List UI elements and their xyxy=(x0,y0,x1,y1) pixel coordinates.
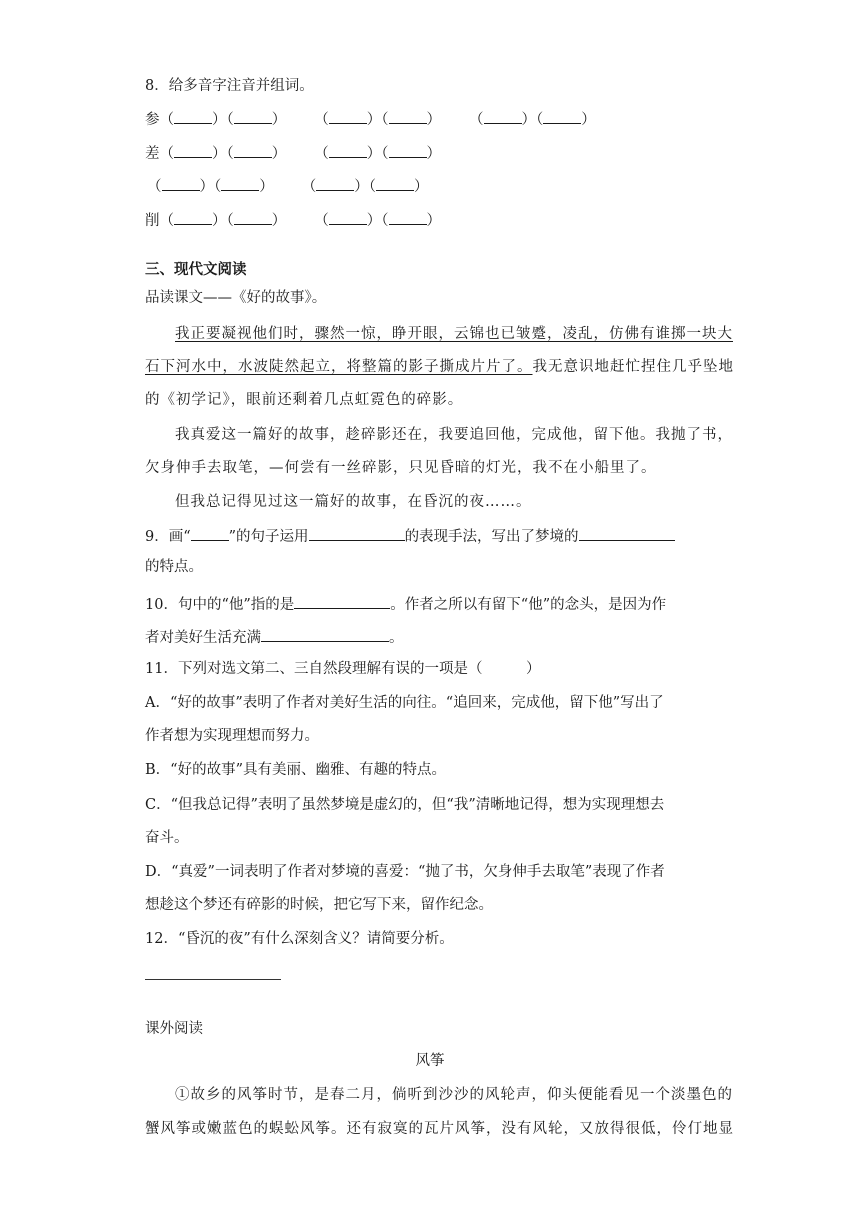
option-c[interactable]: C．“但我总记得”表明了虽然梦境是虚幻的，但“我”清晰地记得，想为实现理想去 xyxy=(145,797,665,813)
option-a-cont: 作者想为实现理想而努力。 xyxy=(145,728,319,744)
word-blank[interactable] xyxy=(221,174,259,191)
passage-line: 的《初学记》，眼前还剩着几点虹霓色的碎影。 xyxy=(145,392,464,408)
underlined-sentence: 我正要凝视他们时，骤然一惊，睁开眼，云锦也已皱蹙，凌乱，仿佛有谁掷一块大 xyxy=(175,326,733,342)
word-blank[interactable] xyxy=(234,107,272,124)
word-blank[interactable] xyxy=(389,107,427,124)
pinyin-blank[interactable] xyxy=(329,107,367,124)
passage-line: 欠身伸手去取笔，—何尝有一丝碎影，只见昏暗的灯光，我不在小船里了。 xyxy=(145,460,657,476)
q8-row-can: 参（ ）（ ） （ ）（ ） （ ）（ ） xyxy=(145,107,596,130)
option-c-cont: 奋斗。 xyxy=(145,830,189,846)
pinyin-blank[interactable] xyxy=(484,107,522,124)
answer-blank[interactable] xyxy=(309,524,405,541)
answer-blank[interactable] xyxy=(191,524,229,541)
option-b[interactable]: B．“好的故事”具有美丽、幽雅、有趣的特点。 xyxy=(145,762,446,778)
option-a[interactable]: A．“好的故事”表明了作者对美好生活的向往。“追回来，完成他，留下他”写出了 xyxy=(145,695,664,711)
q12-answer-line[interactable] xyxy=(145,979,281,980)
q10-line2: 者对美好生活充满 。 xyxy=(145,625,404,648)
reading-intro: 品读课文——《好的故事》。 xyxy=(145,290,327,306)
q11-stem: 11．下列对选文第二、三自然段理解有误的一项是（ ） xyxy=(145,661,541,677)
passage-line: 我真爱这一篇好的故事，趁碎影还在，我要追回他，完成他，留下他。我抛了书， xyxy=(175,427,733,443)
q8-row-cha-2: （ ）（ ） （ ）（ ） xyxy=(147,174,429,197)
q8-row-cha: 差（ ）（ ） （ ）（ ） xyxy=(145,141,441,164)
q8-char: 削 xyxy=(145,213,160,229)
q8-title: 8．给多音字注音并组词。 xyxy=(145,78,314,94)
q8-char: 差 xyxy=(145,146,160,162)
q9-line2: 的特点。 xyxy=(145,559,203,575)
section-heading: 三、现代文阅读 xyxy=(145,261,247,278)
answer-blank[interactable] xyxy=(294,592,390,609)
pinyin-blank[interactable] xyxy=(162,174,200,191)
passage-line: 但我总记得见过这一篇好的故事，在昏沉的夜……。 xyxy=(175,494,532,510)
pinyin-blank[interactable] xyxy=(174,107,212,124)
passage-line xyxy=(175,324,733,344)
pinyin-blank[interactable] xyxy=(174,208,212,225)
pinyin-blank[interactable] xyxy=(329,141,367,158)
q8-row-xue: 削（ ）（ ） （ ）（ ） xyxy=(145,208,441,231)
word-blank[interactable] xyxy=(389,208,427,225)
extra-reading-label: 课外阅读 xyxy=(145,1021,203,1037)
underlined-sentence: 石下河水中，水波陡然起立，将整篇的影子撕成片片了。 xyxy=(145,359,533,375)
word-blank[interactable] xyxy=(389,141,427,158)
word-blank[interactable] xyxy=(234,208,272,225)
q9: 9．画“ ”的句子运用 的表现手法，写出了梦境的 xyxy=(145,524,675,547)
word-blank[interactable] xyxy=(376,174,414,191)
passage-line: ①故乡的风筝时节，是春二月，倘听到沙沙的风轮声，仰头便能看见一个淡墨色的 xyxy=(175,1087,733,1103)
q10: 10．句中的“他”指的是 。作者之所以有留下“他”的念头，是因为作 xyxy=(145,592,666,615)
option-d-cont: 想趁这个梦还有碎影的时候，把它写下来，留作纪念。 xyxy=(145,897,493,913)
passage-line: 石下河水中，水波陡然起立，将整篇的影子撕成片片了。我无意识地赶忙捏住几乎坠地 xyxy=(145,359,734,375)
pinyin-blank[interactable] xyxy=(316,174,354,191)
option-d[interactable]: D．“真爱”一词表明了作者对梦境的喜爱：“抛了书，欠身伸手去取笔”表现了作者 xyxy=(145,864,665,880)
word-blank[interactable] xyxy=(234,141,272,158)
q12-stem: 12．“昏沉的夜”有什么深刻含义？请简要分析。 xyxy=(145,931,454,947)
word-blank[interactable] xyxy=(543,107,581,124)
q8-char: 参 xyxy=(145,112,160,128)
pinyin-blank[interactable] xyxy=(174,141,212,158)
answer-blank[interactable] xyxy=(261,625,389,642)
answer-blank[interactable] xyxy=(579,524,675,541)
pinyin-blank[interactable] xyxy=(329,208,367,225)
essay-title: 风筝 xyxy=(415,1053,445,1069)
passage-line: 蟹风筝或嫩蓝色的蜈蚣风筝。还有寂寞的瓦片风筝，没有风轮，又放得很低，伶仃地显 xyxy=(145,1121,734,1137)
